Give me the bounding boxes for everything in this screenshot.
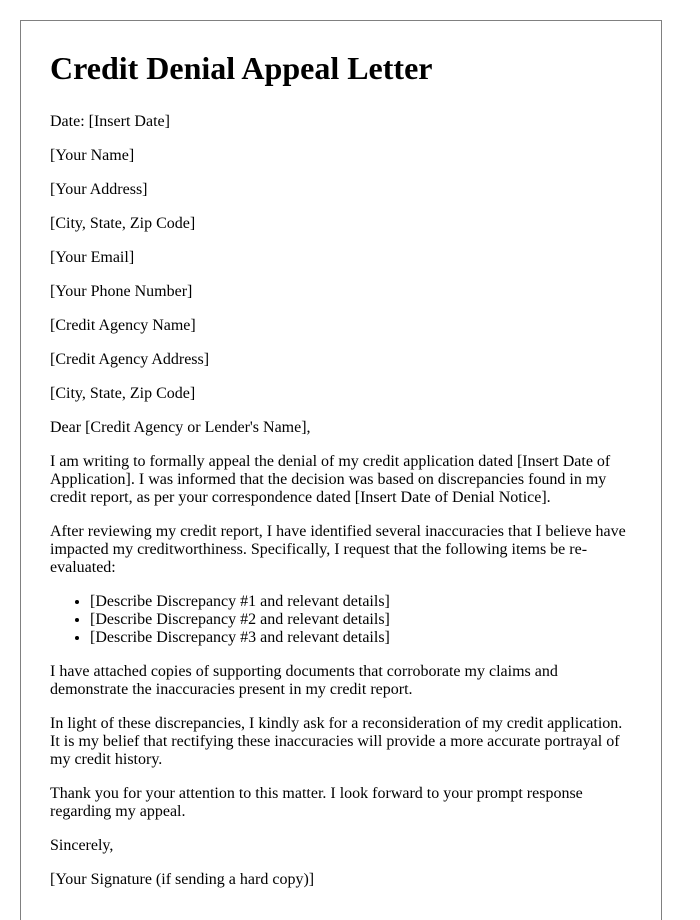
discrepancy-list	[50, 593, 632, 647]
date-line: Date: [Insert Date]	[50, 113, 170, 130]
recipient-agency-name: [Credit Agency Name]	[50, 317, 196, 334]
recipient-agency-address: [Credit Agency Address]	[50, 351, 210, 368]
sender-city-state-zip: [City, State, Zip Code]	[50, 215, 196, 232]
body-paragraph: I am writing to formally appeal the denial of my credit application dated [Insert Date of Application]. I was informed that the decision was based on discrepancies found in my credit report, as per your correspondence dated [Insert Date of Denial Notice].	[50, 453, 611, 506]
sender-name: [Your Name]	[50, 147, 135, 164]
discrepancy-item: • [Describe Discrepancy #3 and relevant details]	[90, 629, 632, 647]
body-paragraph: After reviewing my credit report, I have identified several inaccuracies that I believe have impacted my creditworthiness. Specifically, I request that the following items be re-evaluated:	[50, 523, 626, 576]
sender-address: [Your Address]	[50, 181, 148, 198]
body-paragraph: I have attached copies of supporting documents that corroborate my claims and demonstrate the inaccuracies present in my credit report.	[50, 663, 558, 698]
body-paragraph: In light of these discrepancies, I kindly ask for a reconsideration of my credit application. It is my belief that rectifying these inaccuracies will provide a more accurate portrayal of my credit history.	[50, 715, 623, 768]
sender-email: [Your Email]	[50, 249, 135, 266]
body-paragraph: Thank you for your attention to this matter. I look forward to your prompt response regarding my appeal.	[50, 785, 583, 820]
salutation: Dear [Credit Agency or Lender's Name],	[50, 419, 311, 436]
sender-phone: [Your Phone Number]	[50, 283, 193, 300]
letter-title: Credit Denial Appeal Letter	[50, 50, 433, 86]
letter-page	[20, 20, 662, 920]
discrepancy-item: • [Describe Discrepancy #2 and relevant details]	[90, 611, 632, 629]
signature-line: [Your Signature (if sending a hard copy)]	[50, 871, 315, 888]
discrepancy-item: • [Describe Discrepancy #1 and relevant details]	[90, 593, 632, 611]
closing: Sincerely,	[50, 837, 114, 854]
recipient-city-state-zip: [City, State, Zip Code]	[50, 385, 196, 402]
